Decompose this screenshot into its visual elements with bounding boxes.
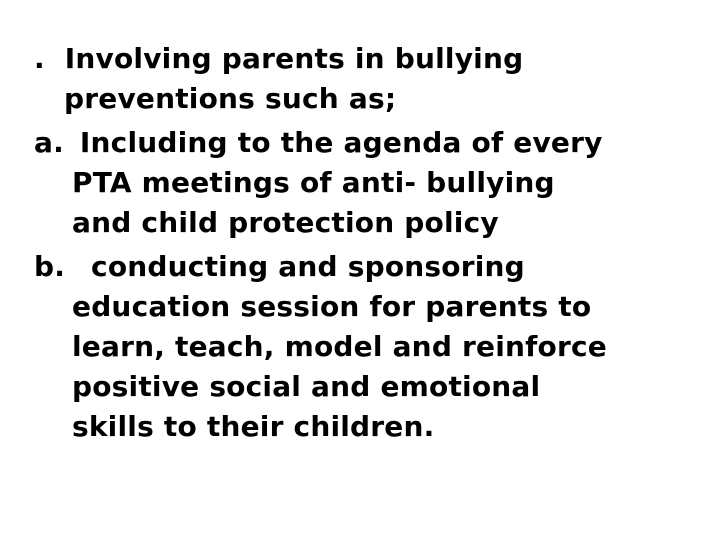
item-b-line-5	[72, 410, 434, 444]
item-b-line-1	[34, 250, 525, 284]
intro-line-2	[64, 82, 396, 116]
item-b-text-3: learn, teach, model and reinforce	[72, 330, 607, 363]
item-b-line-3	[72, 330, 607, 364]
item-b-text-2: education session for parents to	[72, 290, 592, 323]
item-b-text-4: positive social and emotional	[72, 370, 541, 403]
intro-line-1	[34, 42, 523, 76]
item-a-text-2: PTA meetings of anti- bullying	[72, 166, 555, 199]
item-b-line-4	[72, 370, 540, 404]
item-a-line-1	[34, 126, 603, 160]
item-a-text-1: Including to the agenda of every	[79, 126, 603, 159]
item-a-line-3	[72, 206, 499, 240]
intro-text-1: Involving parents in bullying	[64, 42, 524, 75]
item-b-text-5: skills to their children.	[72, 410, 435, 443]
item-b-marker: b.	[34, 250, 66, 283]
intro-text-2: preventions such as;	[64, 82, 397, 115]
item-a-line-2	[72, 166, 555, 200]
intro-marker: .	[34, 42, 45, 75]
item-b-text-1: conducting and sponsoring	[91, 250, 525, 283]
item-b-line-2	[72, 290, 591, 324]
item-a-text-3: and child protection policy	[72, 206, 499, 239]
item-a-marker: a.	[34, 126, 64, 159]
